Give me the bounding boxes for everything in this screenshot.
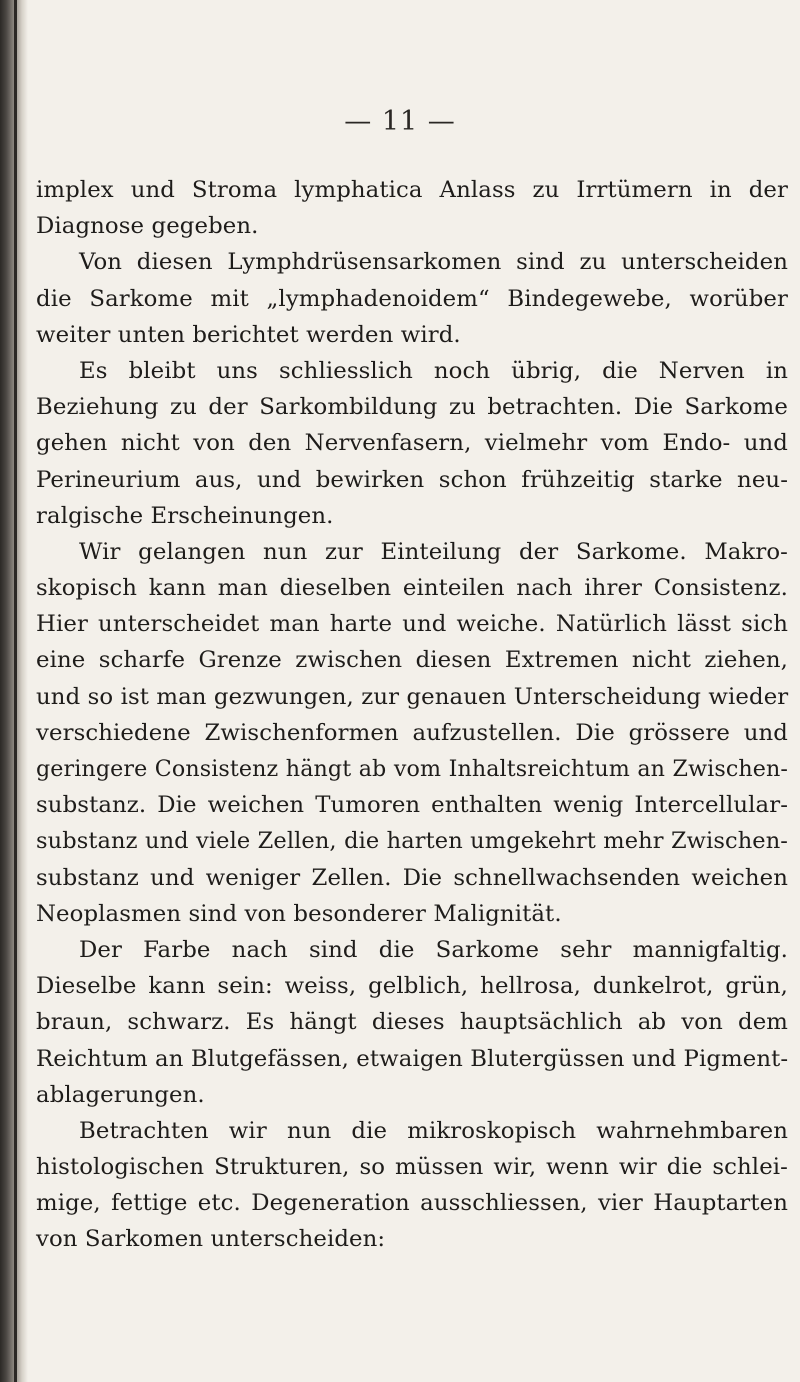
text-line: Dieselbe kann sein: weiss, gelblich, hellrosa, dunkelrot, grün, [36,973,788,1000]
text-line: histologischen Strukturen, so müssen wir, wenn wir die schlei- [36,1154,788,1181]
text-line: Beziehung zu der Sarkombildung zu betrachten. Die Sarkome [36,394,788,421]
text-line: Neoplasmen sind von besonderer Malignität. [36,900,562,927]
text-line: Reichtum an Blutgefässen, etwaigen Blutergüssen und Pigment- [36,1045,789,1072]
text-line: ralgische Erscheinungen. [36,502,334,529]
binding-edge [14,0,17,1382]
text-line: Diagnose gegeben. [36,213,259,240]
text-line: Wir gelangen nun zur Einteilung der Sarkome. Makro- [79,538,788,565]
text-line: die Sarkome mit „lymphadenoidem“ Bindegewebe, worüber [36,285,788,312]
text-line: gehen nicht von den Nervenfasern, vielmehr vom Endo- und [36,430,788,457]
text-line: eine scharfe Grenze zwischen diesen Extremen nicht ziehen, [36,647,788,674]
text-line: implex und Stroma lymphatica Anlass zu Irrtümern in der [36,177,788,203]
text-line: Perineurium aus, und bewirken schon frühzeitig starke neu- [36,466,788,493]
text-line: mige, fettige etc. Degeneration ausschliessen, vier Hauptarten [36,1190,788,1217]
text-line: Es bleibt uns schliesslich noch übrig, die Nerven in [79,357,788,384]
text-line: ablagerungen. [36,1081,205,1108]
text-line: weiter unten berichtet werden wird. [36,321,461,348]
text-line: substanz und viele Zellen, die harten umgekehrt mehr Zwischen- [36,828,788,855]
text-line: Betrachten wir nun die mikroskopisch wahrnehmbaren [79,1117,788,1144]
text-line: substanz. Die weichen Tumoren enthalten wenig Intercellular- [36,792,788,819]
page-number-header: — 11 — [344,106,456,137]
text-line: Der Farbe nach sind die Sarkome sehr mannigfaltig. [79,936,788,963]
text-line: von Sarkomen unterscheiden: [36,1226,386,1253]
body-text [36,172,788,1258]
text-line: substanz und weniger Zellen. Die schnellwachsenden weichen [36,864,788,891]
text-line: verschiedene Zwischenformen aufzustellen. Die grössere und [36,719,788,746]
text-line: und so ist man gezwungen, zur genauen Unterscheidung wieder [36,683,789,710]
text-line: Von diesen Lymphdrüsensarkomen sind zu unterscheiden [79,249,788,276]
text-line: braun, schwarz. Es hängt dieses hauptsächlich ab von dem [36,1009,788,1036]
text-line: Hier unterscheidet man harte und weiche. Natürlich lässt sich [36,611,788,638]
text-line: skopisch kann man dieselben einteilen nach ihrer Consistenz. [36,575,788,602]
text-line: geringere Consistenz hängt ab vom Inhaltsreichtum an Zwischen- [36,756,788,782]
